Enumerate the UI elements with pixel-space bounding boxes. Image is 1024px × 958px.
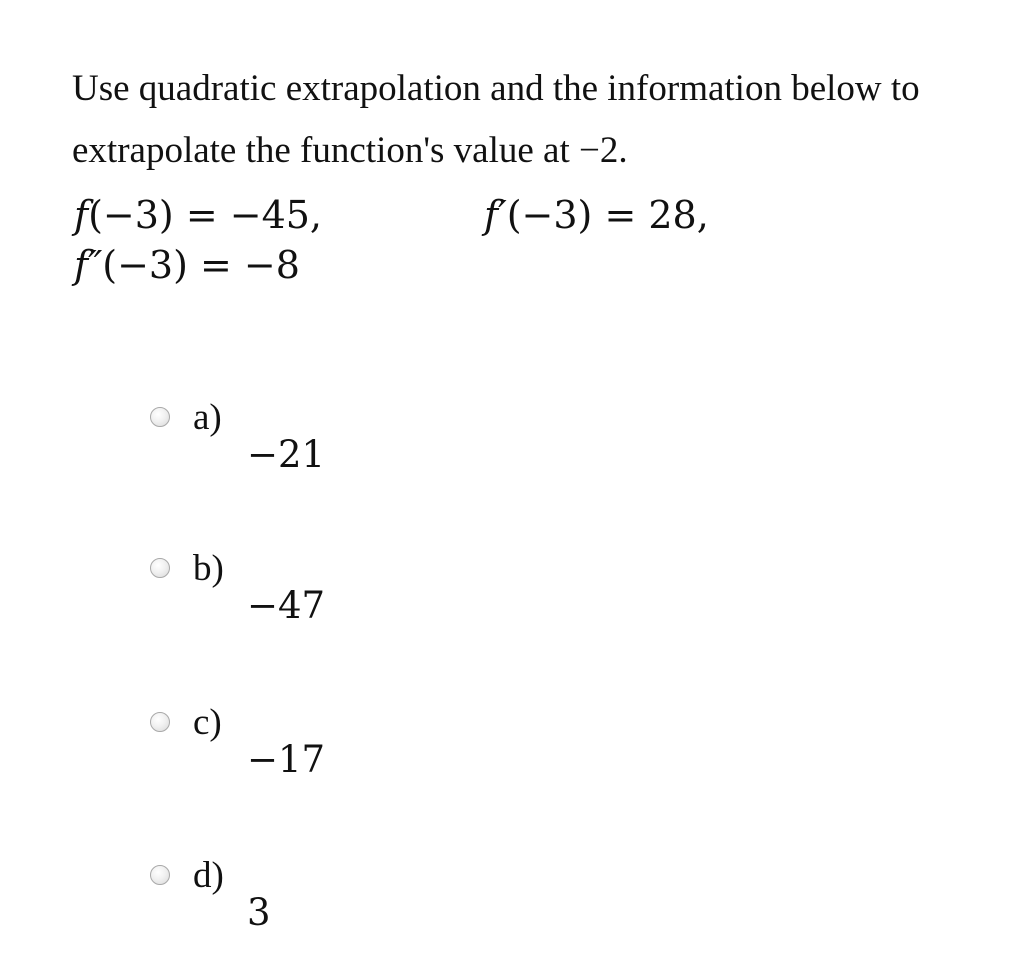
option-b-value: −47 [247, 584, 326, 627]
given-f-name: f [74, 193, 89, 237]
option-a-radio[interactable] [150, 407, 170, 427]
given-f-prime-name: f′ [484, 193, 507, 237]
option-d-value: 3 [247, 891, 271, 934]
given-f-double-prime [74, 240, 300, 290]
option-c-label: c) [193, 702, 222, 743]
given-f-double-prime-value: (−3) = −8 [102, 243, 300, 287]
option-c-radio[interactable] [150, 712, 170, 732]
given-f [74, 190, 322, 240]
given-f-prime-value: (−3) = 28, [506, 193, 709, 237]
question-line-2: extrapolate the function's value at −2. [72, 130, 628, 171]
option-a-value: −21 [247, 433, 326, 476]
option-a-label: a) [193, 397, 222, 438]
given-f-prime [484, 190, 709, 240]
option-c-value: −17 [247, 738, 326, 781]
option-b-label: b) [193, 548, 224, 589]
question-text [72, 58, 1012, 182]
given-f-value: (−3) = −45, [88, 193, 323, 237]
option-b[interactable] [150, 549, 550, 649]
given-f-double-prime-name: f″ [74, 243, 103, 287]
option-d-label: d) [193, 855, 224, 896]
option-c[interactable] [150, 703, 550, 803]
option-d-radio[interactable] [150, 865, 170, 885]
question-line-1: Use quadratic extrapolation and the information below to [72, 68, 920, 109]
option-d[interactable] [150, 856, 550, 956]
option-b-radio[interactable] [150, 558, 170, 578]
option-a[interactable] [150, 398, 550, 498]
